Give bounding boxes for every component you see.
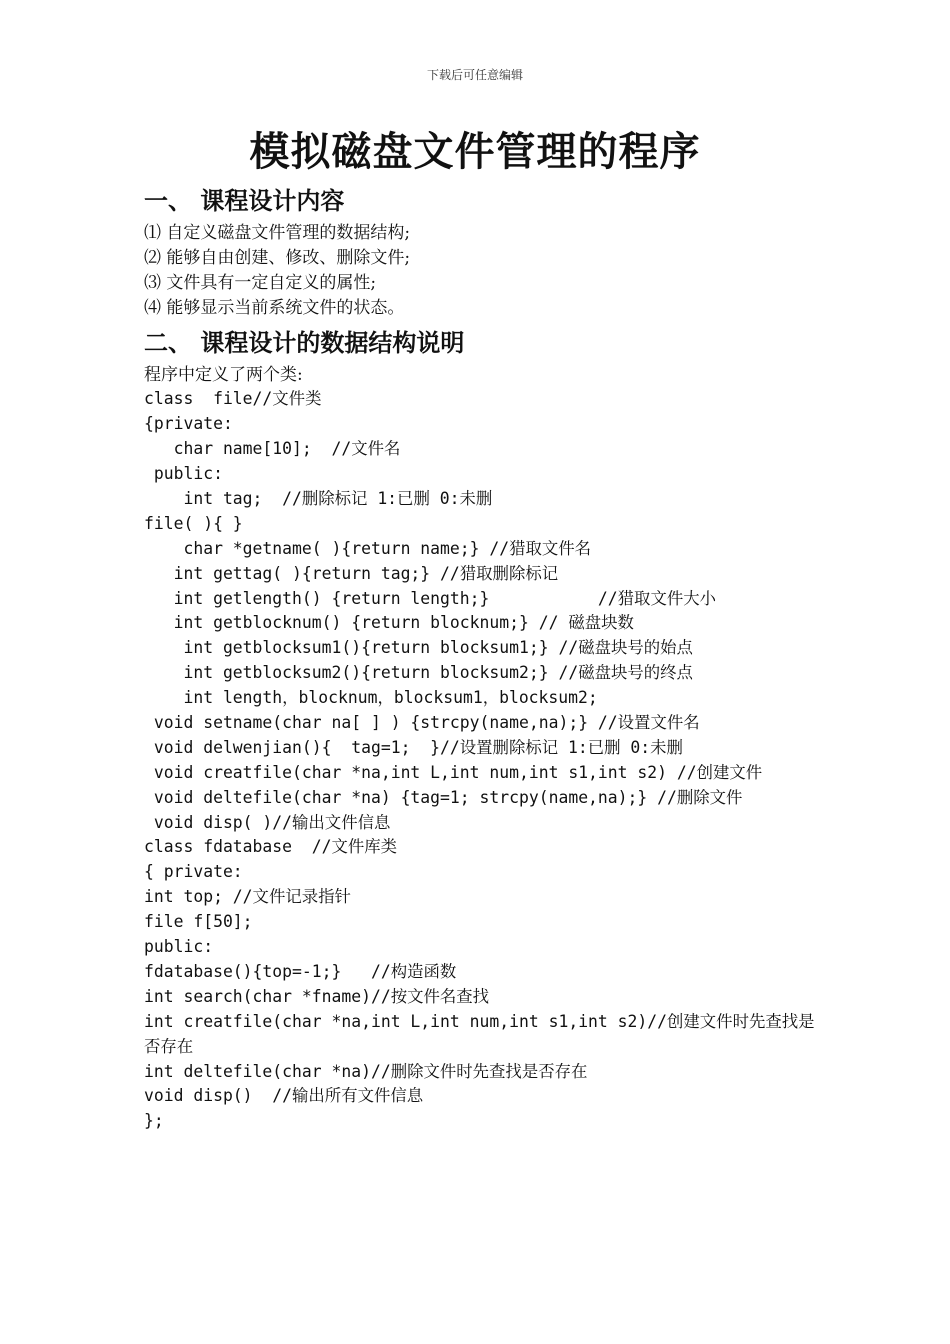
document-title: 模拟磁盘文件管理的程序 bbox=[249, 128, 701, 175]
course-content-list bbox=[144, 221, 824, 321]
code-line: int getlength() {return length;} //猎取文件大小 bbox=[144, 588, 717, 608]
header-note: 下载后可任意编辑 bbox=[426, 68, 523, 82]
code-line: void deltefile(char *na) {tag=1; strcpy(name,na);} //删除文件 bbox=[144, 787, 743, 807]
code-line: class file//文件类 bbox=[144, 389, 322, 409]
code-line: int length，blocknum，blocksum1，blocksum2; bbox=[144, 688, 598, 708]
code-line: int gettag( ){return tag;} //猎取删除标记 bbox=[144, 563, 559, 583]
code-line: int getblocksum2(){return blocksum2;} //磁盘块号的终点 bbox=[144, 663, 693, 683]
list-item: ⑵ 能够自由创建、修改、删除文件; bbox=[144, 247, 411, 268]
list-item: ⑷ 能够显示当前系统文件的状态。 bbox=[144, 297, 405, 318]
code-line: int getblocksum1(){return blocksum1;} //磁盘块号的始点 bbox=[144, 638, 693, 658]
code-line: void setname(char na[ ] ) {strcpy(name,na);} //设置文件名 bbox=[144, 713, 700, 733]
code-line: int top; //文件记录指针 bbox=[144, 887, 351, 907]
code-line: int creatfile(char *na,int L,int num,int s1,int s2)//创建文件时先查找是否存在 bbox=[144, 1011, 815, 1056]
section-intro: 程序中定义了两个类: bbox=[144, 364, 303, 385]
code-line: char name[10]; //文件名 bbox=[144, 439, 401, 459]
code-line: char *getname( ){return name;} //猎取文件名 bbox=[144, 538, 592, 558]
code-block bbox=[144, 387, 824, 1134]
list-item: ⑶ 文件具有一定自定义的属性; bbox=[144, 272, 377, 293]
code-line: fdatabase(){top=-1;} //构造函数 bbox=[144, 961, 457, 981]
code-line: void disp( )//输出文件信息 bbox=[144, 812, 391, 832]
code-line: class fdatabase //文件库类 bbox=[144, 837, 398, 857]
code-line: }; bbox=[144, 1111, 164, 1131]
code-line: int deltefile(char *na)//删除文件时先查找是否存在 bbox=[144, 1061, 588, 1081]
code-line: int getblocknum() {return blocknum;} // 磁盘块数 bbox=[144, 613, 634, 633]
code-line: public: bbox=[144, 464, 223, 484]
code-line: void delwenjian(){ tag=1; }//设置删除标记 1:已删 0:未删 bbox=[144, 737, 683, 757]
code-line: int search(char *fname)//按文件名查找 bbox=[144, 986, 490, 1006]
code-line: public: bbox=[144, 937, 214, 957]
code-line: void disp() //输出所有文件信息 bbox=[144, 1086, 424, 1106]
code-line: {private: bbox=[144, 414, 233, 434]
code-line: { private: bbox=[144, 862, 243, 882]
list-item: ⑴ 自定义磁盘文件管理的数据结构; bbox=[144, 223, 411, 243]
code-line: int tag; //删除标记 1:已删 0:未删 bbox=[144, 489, 493, 509]
code-line: void creatfile(char *na,int L,int num,int s1,int s2) //创建文件 bbox=[144, 762, 763, 782]
section-heading-course-content: 一、 课程设计内容 bbox=[144, 186, 345, 215]
section-heading-data-structures: 二、 课程设计的数据结构说明 bbox=[144, 327, 465, 357]
code-line: file( ){ } bbox=[144, 513, 243, 533]
document-body bbox=[144, 181, 824, 1134]
code-line: file f[50]; bbox=[144, 912, 253, 932]
